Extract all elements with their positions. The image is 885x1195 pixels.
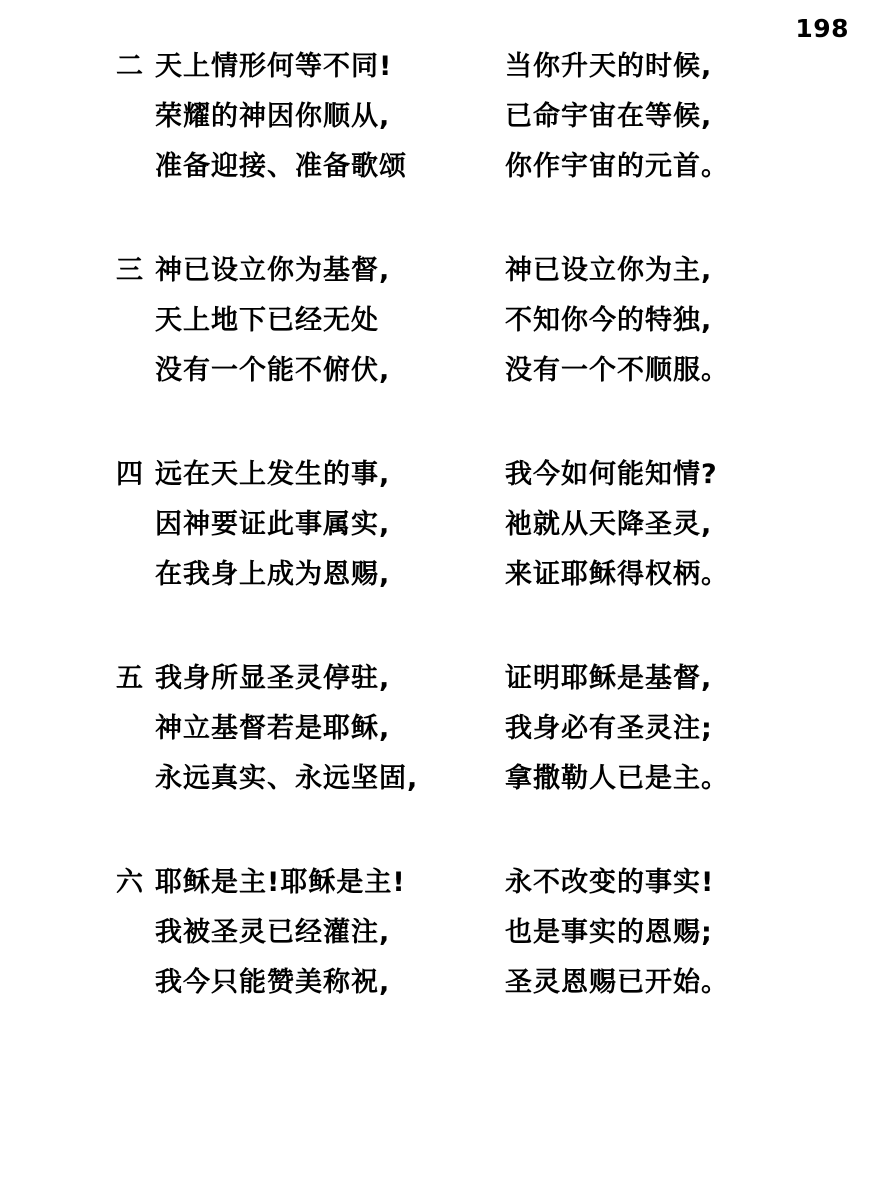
verse-text-left: 我身所显圣灵停驻,: [155, 663, 391, 694]
verse-line: [0, 452, 885, 502]
stanza: [0, 248, 885, 398]
verse-text-right: 不知你今的特独,: [505, 305, 713, 336]
verse-text-left: 耶稣是主!耶稣是主!: [155, 867, 406, 898]
stanza-marker: 二: [116, 51, 143, 82]
verse-text-right: 永不改变的事实!: [505, 867, 715, 898]
verse-text-right: 已命宇宙在等候,: [505, 101, 713, 132]
verse-text-right: 拿撒勒人已是主。: [505, 763, 729, 794]
verse-text-right: 神已设立你为主,: [505, 255, 713, 286]
verse-line: [0, 552, 885, 602]
verse-text-left: 荣耀的神因你顺从,: [155, 101, 391, 132]
verse-line: [0, 960, 885, 1010]
verse-text-left: 天上情形何等不同!: [155, 51, 393, 82]
stanza: [0, 860, 885, 1010]
stanza-marker: 六: [116, 867, 143, 898]
verse-line: [0, 298, 885, 348]
verse-text-right: 我身必有圣灵注;: [505, 713, 713, 744]
verse-text-right: 来证耶稣得权柄。: [505, 559, 729, 590]
verse-line: [0, 144, 885, 194]
verse-line: [0, 94, 885, 144]
verse-text-right: 当你升天的时候,: [505, 51, 713, 82]
verse-text-right: 我今如何能知情?: [505, 459, 718, 490]
stanza-list: [0, 44, 885, 1064]
stanza-marker: 四: [116, 459, 143, 490]
verse-text-left: 永远真实、永远坚固,: [155, 763, 419, 794]
verse-line: [0, 860, 885, 910]
verse-text-right: 圣灵恩赐已开始。: [505, 967, 729, 998]
verse-text-left: 我今只能赞美称祝,: [155, 967, 391, 998]
verse-line: [0, 44, 885, 94]
verse-text-left: 因神要证此事属实,: [155, 509, 391, 540]
verse-text-left: 没有一个能不俯伏,: [155, 355, 391, 386]
verse-text-left: 神立基督若是耶稣,: [155, 713, 391, 744]
verse-text-right: 没有一个不顺服。: [505, 355, 729, 386]
verse-line: [0, 348, 885, 398]
verse-text-left: 远在天上发生的事,: [155, 459, 391, 490]
verse-text-right: 也是事实的恩赐;: [505, 917, 713, 948]
page-number: 198: [795, 14, 849, 43]
verse-line: [0, 910, 885, 960]
verse-text-left: 准备迎接、准备歌颂: [155, 151, 407, 182]
stanza-marker: 三: [116, 255, 143, 286]
verse-line: [0, 756, 885, 806]
verse-line: [0, 248, 885, 298]
stanza: [0, 44, 885, 194]
verse-text-right: 你作宇宙的元首。: [505, 151, 729, 182]
verse-text-right: 证明耶稣是基督,: [505, 663, 713, 694]
stanza: [0, 452, 885, 602]
verse-line: [0, 502, 885, 552]
stanza-marker: 五: [116, 663, 143, 694]
verse-text-left: 天上地下已经无处: [155, 305, 379, 336]
verse-line: [0, 656, 885, 706]
verse-text-left: 我被圣灵已经灌注,: [155, 917, 391, 948]
verse-text-left: 神已设立你为基督,: [155, 255, 391, 286]
stanza: [0, 656, 885, 806]
verse-text-left: 在我身上成为恩赐,: [155, 559, 391, 590]
verse-line: [0, 706, 885, 756]
verse-text-right: 祂就从天降圣灵,: [505, 509, 713, 540]
